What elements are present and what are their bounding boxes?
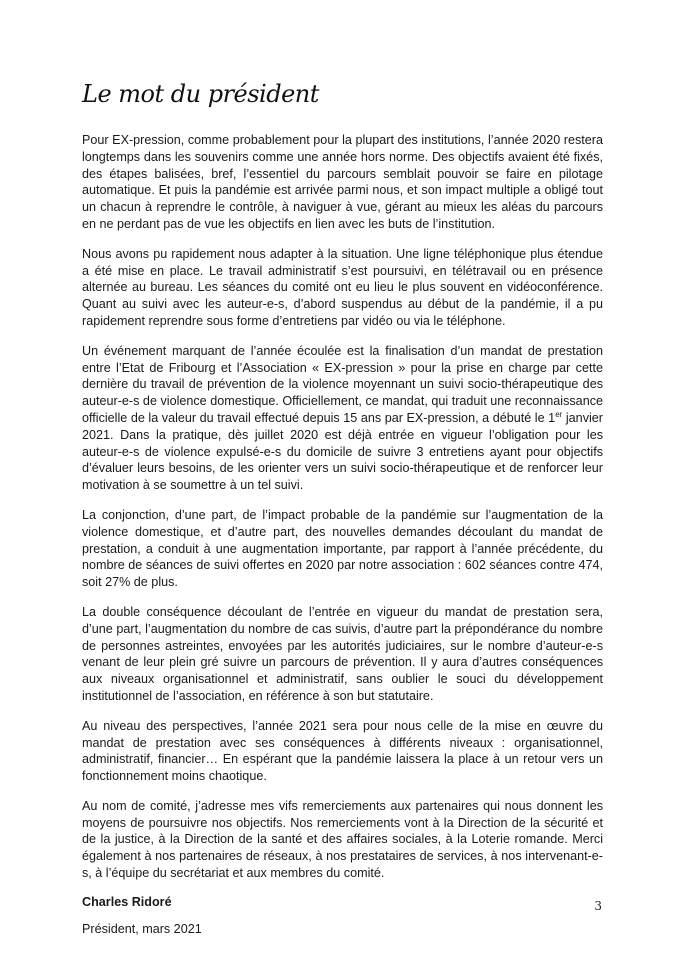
signature-name: Charles Ridoré (82, 894, 172, 909)
paragraph-2: Nous avons pu rapidement nous adapter à la situation. Une ligne téléphonique plus étendue a été mise en place. Le travail administratif s’est poursuivi, en télétravail ou en présence alternée au bureau. Les séances du comité ont eu lieu le plus souvent en vidéoconférence. Quant au suivi avec les auteur-e-s, d’abord suspendus au début de la pandémie, il a pu rapidement reprendre sous forme d’entretiens par vidéo ou via le téléphone. (82, 246, 603, 328)
page-number: 3 (594, 899, 602, 913)
ordinal-superscript: er (555, 409, 563, 419)
document-page (82, 80, 603, 936)
paragraph-1: Pour EX-pression, comme probablement pour la plupart des institutions, l’année 2020 restera longtemps dans les souvenirs comme une année hors norme. Des objectifs avaient été fixés, des étapes balisées, bref, l’essentiel du parcours semblait pouvoir se faire en pilotage automatique. Et puis la pandémie est arrivée parmi nous, et son impact multiple a obligé tout un chacun à reprendre le contrôle, à naviguer à vue, gérant au mieux les aléas du parcours en ne perdant pas de vue les objectifs en lien avec les buts de l’institution. (82, 133, 603, 231)
paragraph-4: La conjonction, d’une part, de l’impact probable de la pandémie sur l’augmentation de la violence domestique, et d’autre part, des nouvelles demandes découlant du mandat de prestation, a conduit à une augmentation importante, par rapport à l’année précédente, du nombre de séances de suivi offertes en 2020 par notre association : 602 séances contre 474, soit 27% de plus. (82, 507, 603, 590)
paragraph-3-text-end: janvier 2021. Dans la pratique, dès juillet 2020 est déjà entrée en vigueur l’obligation pour les auteur-e-s de violence expulsé-e-s du domicile de suivre 3 entretiens ayant pour objectifs d’évaluer leurs besoins, de les orienter vers un suivi socio-thérapeutique et de renforcer leur motivation à se soumettre à un tel suivi. (82, 410, 603, 493)
paragraph-7: Au nom de comité, j’adresse mes vifs remerciements aux partenaires qui nous donnent les moyens de poursuivre nos objectifs. Nos remerciements vont à la Direction de la sécurité et de la justice, à la Direction de la santé et des affaires sociales, à la Loterie romande. Merci également à nos partenaires de réseaux, à nos prestataires de services, à nos intervenant-e-s, à l’équipe du secrétariat et aux membres du comité. (82, 798, 603, 881)
paragraph-5: La double conséquence découlant de l’entrée en vigueur du mandat de prestation sera, d’une part, l’augmentation du nombre de cas suivis, d’autre part la prépondérance du nombre de personnes astreintes, envoyées par les autorités judiciaires, sur le nombre d’auteur-e-s venant de leur plein gré suivre un parcours de prévention. Il y aura d’autres conséquences aux niveaux organisationnel et administratif, sans oublier le souci du développement institutionnel de l’association, en référence à son but statutaire. (82, 604, 603, 703)
signature-role: Président, mars 2021 (82, 921, 202, 936)
page-title: Le mot du président (82, 80, 319, 108)
paragraph-6: Au niveau des perspectives, l’année 2021 sera pour nous celle de la mise en œuvre du mandat de prestation avec ses conséquences à différents niveaux : organisationnel, administratif, financier… En espérant que la pandémie laissera la place à un retour vers un fonctionnement moins chaotique. (82, 718, 603, 784)
paragraph-3 (82, 343, 603, 494)
paragraph-3-text-start: Un événement marquant de l’année écoulée est la finalisation d’un mandat de prestation entre l’Etat de Fribourg et l’Association « EX-pression » pour la prise en charge par cette dernière du travail de prévention de la violence moyennant un suivi socio-thérapeutique des auteur-e-s de violence domestique. Officiellement, ce mandat, qui traduit une reconnaissance officielle de la valeur du travail effectué depuis 15 ans par EX-pression, a débuté le 1 (82, 343, 603, 425)
